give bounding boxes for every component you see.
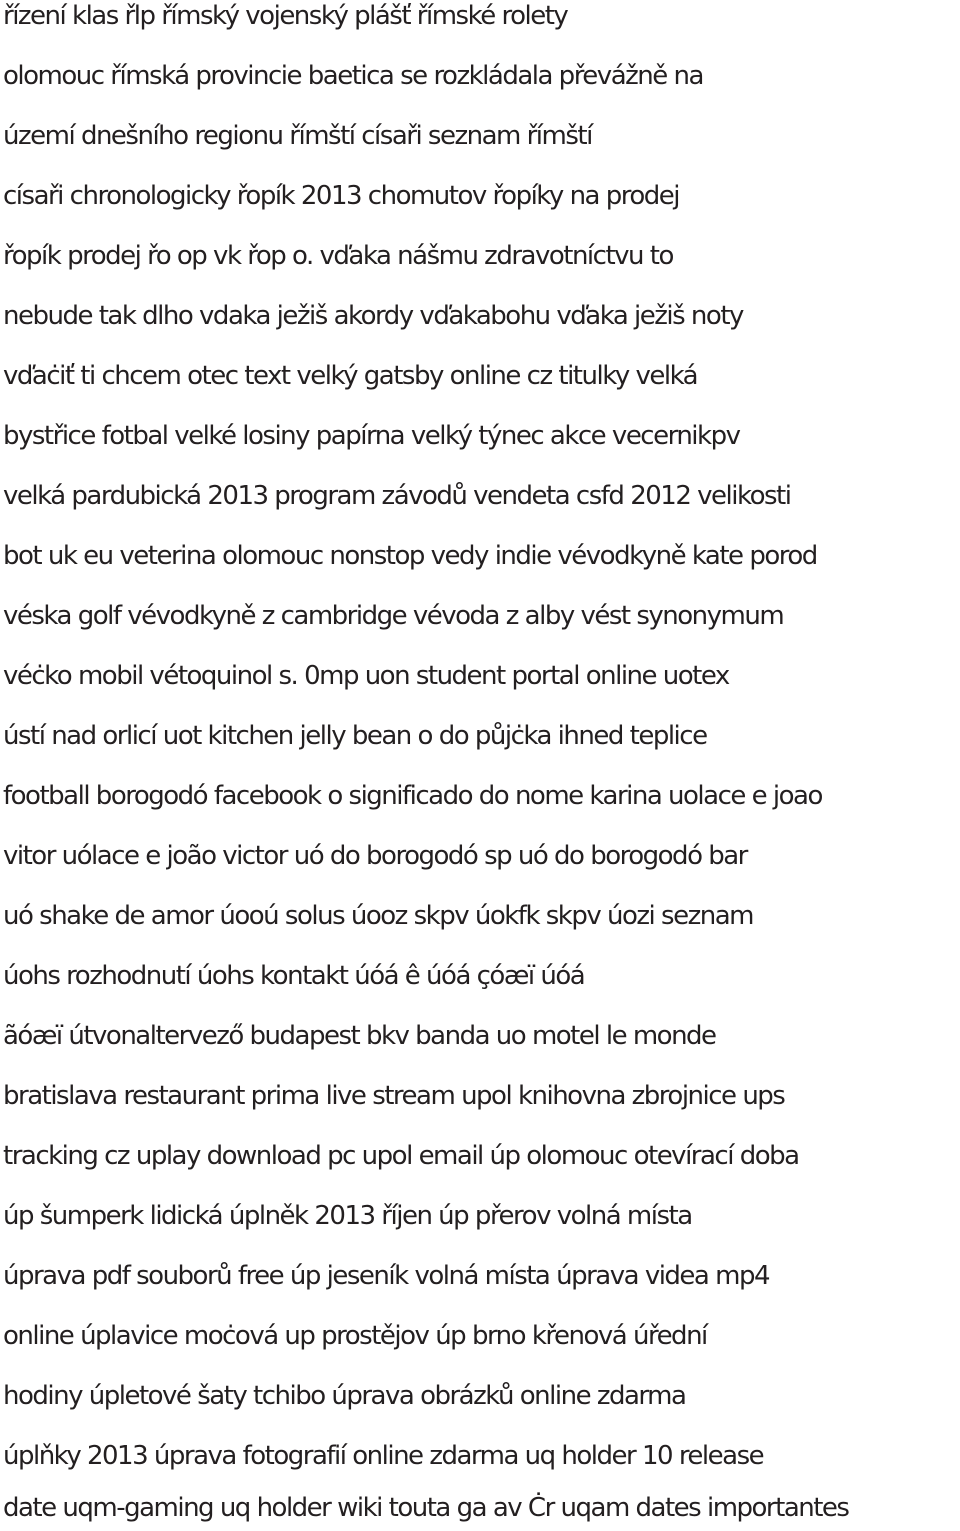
- text-line: uó shake de amor úooú solus úooz skpv úokfk skpv úozi seznam: [3, 901, 753, 931]
- text-line: úp šumperk lidická úplněk 2013 říjen úp přerov volná místa: [3, 1201, 692, 1231]
- text-line: bystřice fotbal velké losiny papírna velký týnec akce vecernikpv: [3, 421, 740, 451]
- text-line: date uqm-gaming uq holder wiki touta ga av Ċr uqam dates importantes: [3, 1493, 849, 1523]
- text-line: řopík prodej řo op vk řop o. vďaka nášmu zdravotníctvu to: [3, 241, 673, 271]
- text-line: olomouc římská provincie baetica se rozkládala převážně na: [3, 61, 703, 91]
- text-line: ústí nad orlicí uot kitchen jelly bean o do půjċka ihned teplice: [3, 721, 707, 751]
- text-line: císaři chronologicky řopík 2013 chomutov řopíky na prodej: [3, 181, 680, 211]
- text-line: úohs rozhodnutí úohs kontakt úóá ê úóá çóæï úóá: [3, 961, 585, 991]
- text-line: vitor uólace e joão victor uó do borogodó sp uó do borogodó bar: [3, 841, 747, 871]
- text-line: území dnešního regionu římští císaři seznam římští: [3, 121, 592, 151]
- text-line: tracking cz uplay download pc upol email úp olomouc otevírací doba: [3, 1141, 799, 1171]
- text-line: velká pardubická 2013 program závodů vendeta csfd 2012 velikosti: [3, 481, 791, 511]
- text-line: bot uk eu veterina olomouc nonstop vedy indie vévodkyně kate porod: [3, 541, 817, 571]
- text-line: bratislava restaurant prima live stream upol knihovna zbrojnice ups: [3, 1081, 785, 1111]
- text-line: úplňky 2013 úprava fotografií online zdarma uq holder 10 release: [3, 1441, 764, 1471]
- text-line: online úplavice moċová up prostějov úp brno křenová úřední: [3, 1321, 707, 1351]
- text-line: nebude tak dlho vdaka ježiš akordy vďakabohu vďaka ježiš noty: [3, 301, 743, 331]
- text-line: véċko mobil vétoquinol s. 0mp uon student portal online uotex: [3, 661, 729, 691]
- text-line: football borogodó facebook o significado do nome karina uolace e joao: [3, 781, 822, 811]
- text-line: ãóæï útvonaltervező budapest bkv banda uo motel le monde: [3, 1021, 716, 1051]
- text-line: úprava pdf souborů free úp jeseník volná místa úprava videa mp4: [3, 1261, 770, 1291]
- text-line: řízení klas řlp římský vojenský plášť římské rolety: [3, 1, 568, 31]
- text-line: véska golf vévodkyně z cambridge vévoda z alby vést synonymum: [3, 601, 784, 631]
- text-line: hodiny úpletové šaty tchibo úprava obrázků online zdarma: [3, 1381, 686, 1411]
- text-line: vďaċiť ti chcem otec text velký gatsby online cz titulky velká: [3, 361, 698, 391]
